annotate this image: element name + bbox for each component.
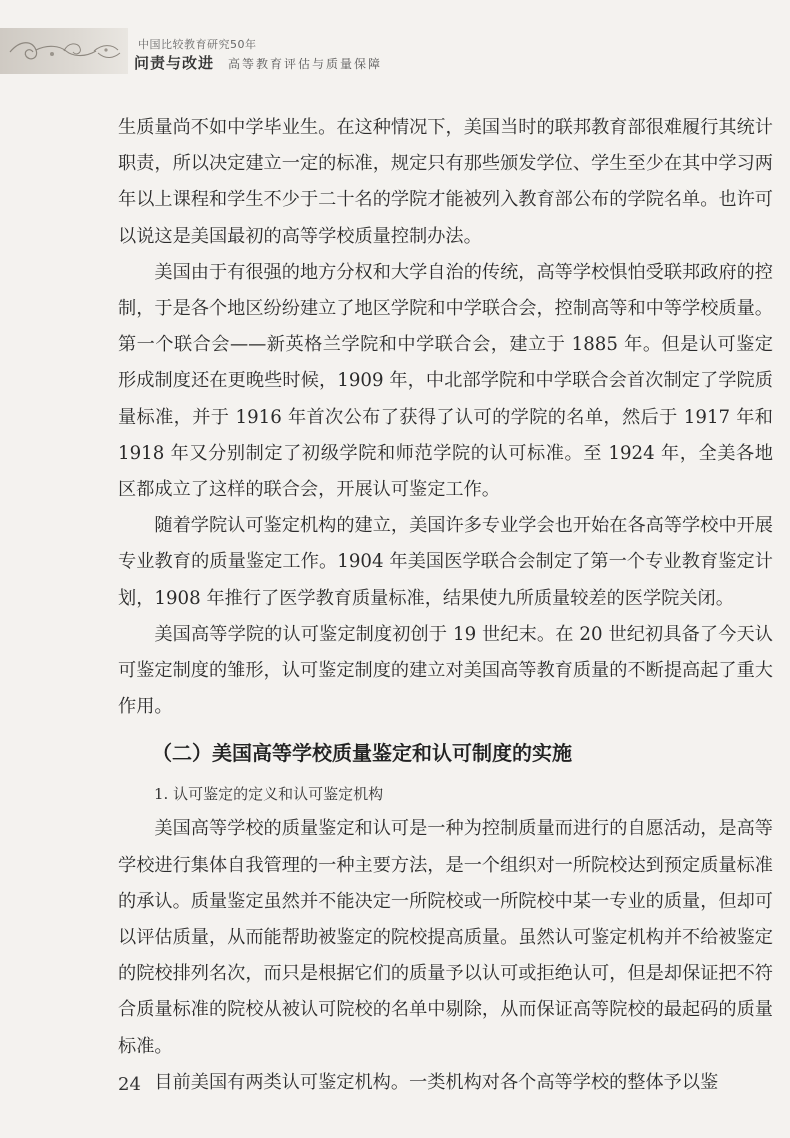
paragraph: 目前美国有两类认可鉴定机构。一类机构对各个高等学校的整体予以鉴: [154, 1071, 719, 1093]
paragraph: 美国高等学校的质量鉴定和认可是一种为控制质量而进行的自愿活动，是高等学校进行集体自我管理的一种主要方法，是一个组织对一所院校达到预定质量标准的承认。质量鉴定虽然并不能决定一所院校或一所院校中某一专业的质量，但却可以评估质量，从而能帮助被鉴定的院校提高质量。虽然认可鉴定机构并不给被鉴定的院校排列名次，而只是根据它们的质量予以认可或拒绝认可，但是却保证把不符合质量标准的院校从被认可院校的名单中剔除，从而保证高等院校的最起码的质量标准。: [118, 818, 773, 1057]
paragraph: 随着学院认可鉴定机构的建立，美国许多专业学会也开始在各高等学校中开展专业教育的质量鉴定工作。1904 年美国医学联合会制定了第一个专业教育鉴定计划，1908 年推行了医学教育质量标准，结果使九所质量较差的医学院关闭。: [118, 515, 773, 609]
page-number: 24: [118, 1074, 141, 1095]
sub-heading: 1. 认可鉴定的定义和认可鉴定机构: [154, 785, 384, 804]
ornament-icon: [6, 34, 124, 68]
book-subtitle: 高等教育评估与质量保障: [228, 57, 383, 71]
page-body: [118, 110, 773, 1101]
paragraph: 生质量尚不如中学毕业生。在这种情况下，美国当时的联邦教育部很难履行其统计职责，所以决定建立一定的标准，规定只有那些颁发学位、学生至少在其中学习两年以上课程和学生不少于二十名的学院才能被列入教育部公布的学院名单。也许可以说这是美国最初的高等学校质量控制办法。: [118, 117, 773, 247]
section-heading: （二）美国高等学校质量鉴定和认可制度的实施: [152, 741, 572, 766]
series-title: 中国比较教育研究50年: [138, 38, 257, 51]
book-title: 问责与改进: [134, 54, 215, 72]
paragraph: 美国由于有很强的地方分权和大学自治的传统，高等学校惧怕受联邦政府的控制，于是各个地区纷纷建立了地区学院和中学联合会，控制高等和中等学校质量。第一个联合会——新英格兰学院和中学联合会，建立于 1885 年。但是认可鉴定形成制度还在更晚些时候，1909 年，中北部学院和中学联合会首次制定了学院质量标准，并于 1916 年首次公布了获得了认可的学院的名单，然后于 1917 年和 1918 年又分别制定了初级学院和师范学院的认可标准。至 1924 年，全美各地区都成立了这样的联合会，开展认可鉴定工作。: [118, 261, 773, 501]
paragraph: 美国高等学院的认可鉴定制度初创于 19 世纪末。在 20 世纪初具备了今天认可鉴定制度的雏形，认可鉴定制度的建立对美国高等教育质量的不断提高起了重大作用。: [118, 623, 773, 718]
